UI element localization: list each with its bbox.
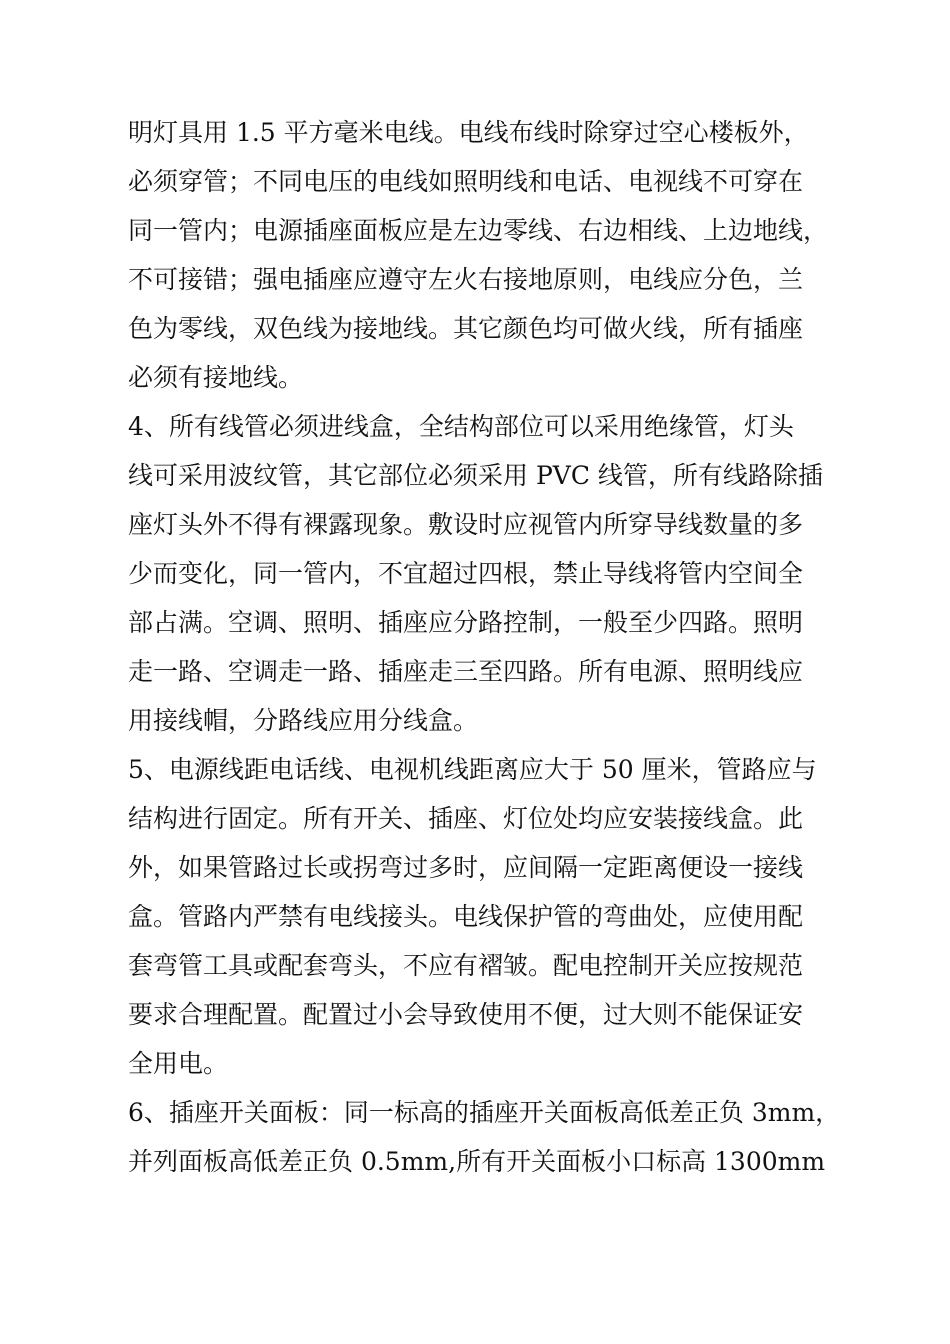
text-line: 5、电源线距电话线、电视机线距离应大于 50 厘米，管路应与 bbox=[128, 755, 817, 784]
text-line: 全用电。 bbox=[128, 1049, 229, 1078]
text-line: 6、插座开关面板：同一标高的插座开关面板高低差正负 3mm， bbox=[128, 1098, 841, 1127]
text-line: 不可接错；强电插座应遵守左火右接地原则，电线应分色，兰 bbox=[128, 265, 804, 294]
text-line: 座灯头外不得有裸露现象。敷设时应视管内所穿导线数量的多 bbox=[128, 510, 804, 539]
text-line: 明灯具用 1.5 平方毫米电线。电线布线时除穿过空心楼板外， bbox=[128, 118, 809, 147]
text-line: 外，如果管路过长或拐弯过多时，应间隔一定距离便设一接线 bbox=[128, 853, 804, 882]
text-line: 用接线帽，分路线应用分线盒。 bbox=[128, 706, 479, 735]
text-line: 套弯管工具或配套弯头，不应有褶皱。配电控制开关应按规范 bbox=[128, 951, 804, 980]
text-line: 线可采用波纹管，其它部位必须采用 PVC 线管，所有线路除插 bbox=[128, 461, 823, 490]
text-line: 走一路、空调走一路、插座走三至四路。所有电源、照明线应 bbox=[128, 657, 804, 686]
document-body bbox=[128, 108, 848, 1186]
text-line: 部占满。空调、照明、插座应分路控制，一般至少四路。照明 bbox=[128, 608, 804, 637]
text-line: 必须穿管；不同电压的电线如照明线和电话、电视线不可穿在 bbox=[128, 167, 804, 196]
text-line: 结构进行固定。所有开关、插座、灯位处均应安装接线盒。此 bbox=[128, 804, 804, 833]
text-line: 必须有接地线。 bbox=[128, 363, 304, 392]
text-line: 要求合理配置。配置过小会导致使用不便，过大则不能保证安 bbox=[128, 1000, 804, 1029]
text-line: 4、所有线管必须进线盒，全结构部位可以采用绝缘管，灯头 bbox=[128, 412, 794, 441]
text-line: 并列面板高低差正负 0.5mm,所有开关面板小口标高 1300mm bbox=[128, 1147, 826, 1176]
text-line: 同一管内；电源插座面板应是左边零线、右边相线、上边地线， bbox=[128, 216, 829, 245]
text-line: 少而变化，同一管内，不宜超过四根，禁止导线将管内空间全 bbox=[128, 559, 804, 588]
text-line: 盒。管路内严禁有电线接头。电线保护管的弯曲处，应使用配 bbox=[128, 902, 804, 931]
text-line: 色为零线，双色线为接地线。其它颜色均可做火线，所有插座 bbox=[128, 314, 804, 343]
